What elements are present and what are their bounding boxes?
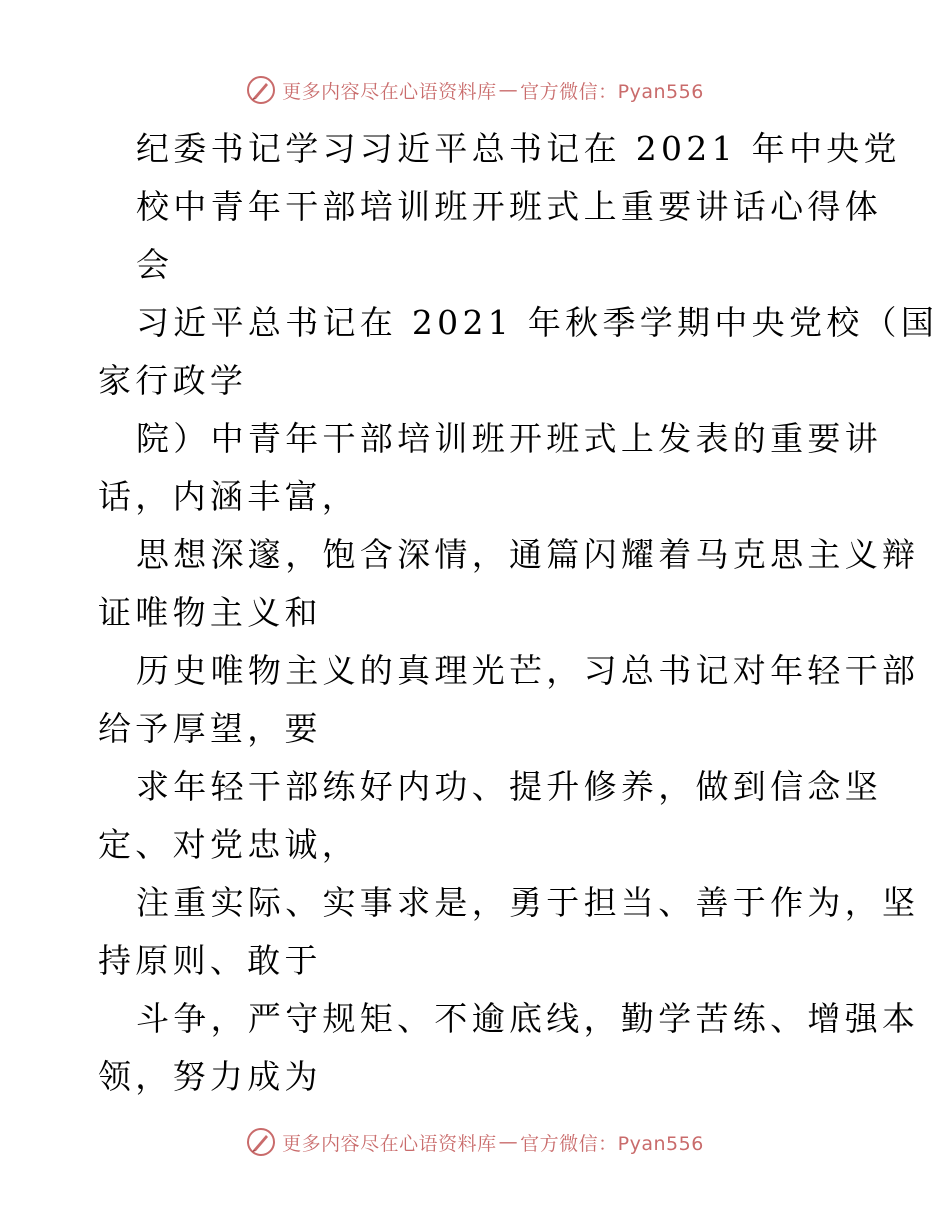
paragraph-line: 习近平总书记在 2021 年秋季学期中央党校（国 [136, 303, 939, 342]
paragraph-line: 话，内涵丰富， [98, 477, 360, 516]
header-watermark [0, 72, 950, 108]
paragraph-line: 求年轻干部练好内功、提升修养，做到信念坚 [136, 767, 882, 806]
watermark-wechat-text: 官方微信：Pyan556 [520, 1132, 704, 1155]
paragraph-line: 注重实际、实事求是，勇于担当、善于作为，坚 [136, 883, 920, 922]
paragraph-line: 思想深邃，饱含深情，通篇闪耀着马克思主义辩 [136, 535, 920, 574]
paragraph-line: 领，努力成为 [98, 1057, 322, 1096]
paragraph-line: 持原则、敢于 [98, 941, 322, 980]
document-title-line: 纪委书记学习习近平总书记在 2021 年中央党 [136, 129, 901, 168]
document-title-line: 校中青年干部培训班开班式上重要讲话心得体 [136, 187, 882, 226]
paragraph-line: 家行政学 [98, 361, 248, 400]
paragraph-line: 证唯物主义和 [98, 593, 322, 632]
quill-pen-logo-icon [246, 1127, 276, 1157]
paragraph-line: 定、对党忠诚， [98, 825, 360, 864]
watermark-site-text: 更多内容尽在心语资料库 [282, 1132, 497, 1155]
footer-watermark [0, 1124, 950, 1160]
paragraph-line: 给予厚望，要 [98, 709, 322, 748]
paragraph-line: 院）中青年干部培训班开班式上发表的重要讲 [136, 419, 882, 458]
watermark-separator: — [498, 79, 519, 101]
watermark-site-text: 更多内容尽在心语资料库 [282, 80, 497, 103]
watermark-wechat-text: 官方微信：Pyan556 [520, 80, 704, 103]
watermark-separator: — [498, 1131, 519, 1153]
paragraph-line: 斗争，严守规矩、不逾底线，勤学苦练、增强本 [136, 999, 920, 1038]
quill-pen-logo-icon [246, 75, 276, 105]
document-title-line: 会 [136, 245, 174, 284]
document-body [98, 120, 939, 1106]
paragraph-line: 历史唯物主义的真理光芒，习总书记对年轻干部 [136, 651, 920, 690]
